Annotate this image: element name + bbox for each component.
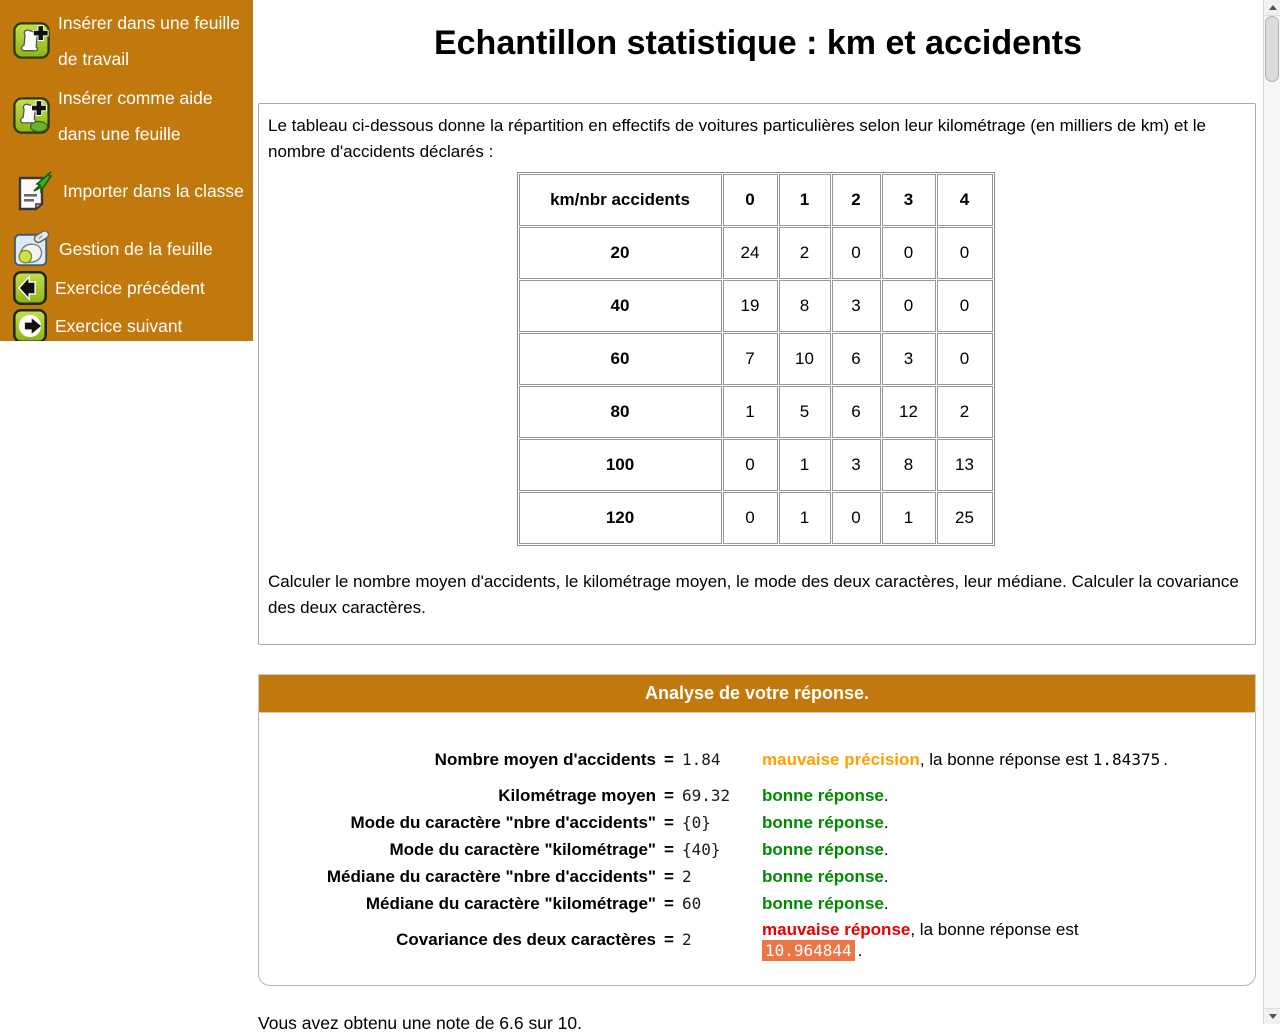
frequency-table	[517, 172, 995, 546]
sidebar-item-manage-sheet[interactable]	[0, 229, 253, 268]
table-cell: 6	[832, 333, 881, 385]
table-cell: 24	[723, 227, 778, 279]
vertical-scrollbar[interactable]	[1263, 0, 1280, 1024]
table-cell: 1	[723, 386, 778, 438]
scroll-down-button[interactable]	[1264, 1008, 1280, 1024]
table-cell: 0	[832, 227, 881, 279]
sidebar-item-previous-exercise[interactable]	[0, 268, 253, 307]
analysis-label: Médiane du caractère "kilométrage"	[365, 893, 656, 913]
comment-text: , la bonne réponse est	[910, 919, 1079, 939]
table-cell: 0	[882, 227, 936, 279]
analysis-comment	[762, 836, 1174, 863]
col-header: 1	[779, 174, 831, 226]
table-cell: 13	[937, 439, 993, 491]
scrollbar-thumb[interactable]	[1265, 16, 1279, 82]
table-cell: 1	[779, 492, 831, 544]
row-header: 60	[519, 333, 722, 385]
table-cell: 2	[779, 227, 831, 279]
comment-end: .	[883, 894, 889, 913]
table-cell: 3	[832, 439, 881, 491]
analysis-comment	[762, 863, 1174, 890]
insert-help-icon	[13, 97, 50, 134]
analysis-row	[271, 737, 1174, 782]
previous-exercise-icon	[13, 271, 47, 305]
verdict-text: bonne réponse	[762, 840, 884, 859]
sidebar-item-label: Gestion de la feuille	[59, 238, 213, 259]
import-class-icon	[13, 170, 55, 212]
table-row	[519, 333, 993, 385]
sidebar-item-insert-worksheet[interactable]	[0, 3, 253, 78]
table-cell: 2	[937, 386, 993, 438]
equals-sign: =	[664, 785, 674, 805]
equals-sign: =	[664, 866, 674, 886]
comment-end: .	[1163, 750, 1168, 769]
table-cell: 1	[882, 492, 936, 544]
page-title: Echantillon statistique : km et accidents	[433, 24, 1083, 62]
comment-end: .	[857, 940, 863, 960]
col-header: 4	[937, 174, 993, 226]
table-cell: 0	[832, 492, 881, 544]
insert-worksheet-icon	[13, 22, 50, 59]
table-cell: 0	[937, 227, 993, 279]
row-header: 40	[519, 280, 722, 332]
verdict-text: bonne réponse	[762, 813, 884, 832]
analysis-row	[271, 836, 1174, 863]
comment-end: .	[883, 813, 889, 832]
comment-text: , la bonne réponse est	[919, 750, 1089, 769]
row-header: 80	[519, 386, 722, 438]
table-cell: 1	[779, 439, 831, 491]
analysis-row	[271, 809, 1174, 836]
scroll-up-icon	[1269, 5, 1277, 10]
table-cell: 0	[723, 492, 778, 544]
scroll-down-icon	[1269, 1014, 1277, 1019]
equals-sign: =	[664, 839, 674, 859]
analysis-comment	[762, 917, 1174, 962]
manage-sheet-icon	[13, 230, 51, 268]
table-cell: 3	[832, 280, 881, 332]
table-cell: 0	[937, 333, 993, 385]
table-cell: 19	[723, 280, 778, 332]
analysis-label: Mode du caractère "kilométrage"	[389, 839, 656, 859]
table-cell: 0	[882, 280, 936, 332]
sidebar-item-label: Insérer dans une feuille de travail	[58, 12, 240, 69]
comment-end: .	[883, 786, 889, 805]
table-row	[519, 280, 993, 332]
table-cell: 7	[723, 333, 778, 385]
sidebar	[0, 0, 253, 341]
analysis-label: Kilométrage moyen	[498, 785, 656, 805]
table-cell: 5	[779, 386, 831, 438]
analysis-comment	[762, 890, 1174, 917]
table-header-row	[519, 174, 993, 226]
table-cell: 25	[937, 492, 993, 544]
table-row	[519, 227, 993, 279]
verdict-text: mauvaise réponse	[762, 919, 911, 939]
sidebar-item-label: Importer dans la classe	[63, 181, 244, 201]
table-corner-header: km/nbr accidents	[519, 174, 722, 226]
student-answer: 2	[682, 930, 692, 949]
student-answer: 2	[682, 867, 692, 886]
table-cell: 0	[937, 280, 993, 332]
equals-sign: =	[664, 749, 674, 769]
table-row	[519, 386, 993, 438]
scroll-up-button[interactable]	[1264, 0, 1280, 16]
sidebar-item-label: Exercice suivant	[55, 316, 183, 336]
main-content	[253, 0, 1263, 1033]
next-exercise-icon	[13, 309, 47, 341]
row-header: 100	[519, 439, 722, 491]
sidebar-item-next-exercise[interactable]	[0, 307, 253, 341]
col-header: 2	[832, 174, 881, 226]
student-answer: 69.32	[682, 786, 731, 805]
verdict-text: bonne réponse	[762, 867, 884, 886]
comment-end: .	[883, 840, 889, 859]
table-cell: 3	[882, 333, 936, 385]
table-cell: 8	[882, 439, 936, 491]
equals-sign: =	[664, 929, 674, 949]
analysis-label: Mode du caractère "nbre d'accidents"	[350, 812, 656, 832]
sidebar-item-import-class[interactable]	[0, 153, 253, 229]
analysis-comment	[762, 737, 1174, 782]
col-header: 3	[882, 174, 936, 226]
verdict-text: mauvaise précision	[762, 750, 920, 769]
equals-sign: =	[664, 893, 674, 913]
equals-sign: =	[664, 812, 674, 832]
sidebar-item-label: Exercice précédent	[55, 277, 205, 298]
analysis-row	[271, 782, 1174, 809]
intro-text: Le tableau ci-dessous donne la répartition en effectifs de voitures particulières selon leur kilométrage (en milliers de km) et le nombre d'accidents déclarés :	[268, 116, 1206, 161]
correct-answer-highlighted: 10.964844	[762, 940, 855, 961]
question-box	[258, 103, 1256, 645]
analysis-row	[271, 890, 1174, 917]
analysis-row	[271, 917, 1174, 962]
student-answer: {40}	[682, 840, 721, 859]
table-cell: 8	[779, 280, 831, 332]
task-text: Calculer le nombre moyen d'accidents, le kilométrage moyen, le mode des deux caractères, leur médiane. Calculer la covariance des deux caractères.	[268, 572, 1239, 617]
analysis-table	[271, 737, 1174, 962]
analysis-box	[258, 713, 1256, 986]
student-answer: {0}	[682, 813, 711, 832]
analysis-comment	[762, 809, 1174, 836]
student-answer: 1.84	[682, 750, 721, 769]
comment-end: .	[883, 867, 889, 886]
table-cell: 6	[832, 386, 881, 438]
score-line: Vous avez obtenu une note de 6.6 sur 10.	[258, 1013, 582, 1033]
sidebar-item-insert-help[interactable]	[0, 78, 253, 153]
analysis-label: Médiane du caractère "nbre d'accidents"	[326, 866, 656, 886]
correct-answer: 1.84375	[1092, 750, 1161, 769]
table-cell: 0	[723, 439, 778, 491]
row-header: 20	[519, 227, 722, 279]
analysis-header: Analyse de votre réponse.	[258, 674, 1256, 713]
analysis-label: Covariance des deux caractères	[396, 929, 656, 949]
table-cell: 12	[882, 386, 936, 438]
row-header: 120	[519, 492, 722, 544]
sidebar-item-label: Insérer comme aide dans une feuille	[58, 87, 213, 144]
verdict-text: bonne réponse	[762, 786, 884, 805]
analysis-label: Nombre moyen d'accidents	[434, 749, 656, 769]
table-row	[519, 492, 993, 544]
col-header: 0	[723, 174, 778, 226]
verdict-text: bonne réponse	[762, 894, 884, 913]
table-row	[519, 439, 993, 491]
analysis-row	[271, 863, 1174, 890]
analysis-comment	[762, 782, 1174, 809]
student-answer: 60	[682, 894, 702, 913]
table-cell: 10	[779, 333, 831, 385]
